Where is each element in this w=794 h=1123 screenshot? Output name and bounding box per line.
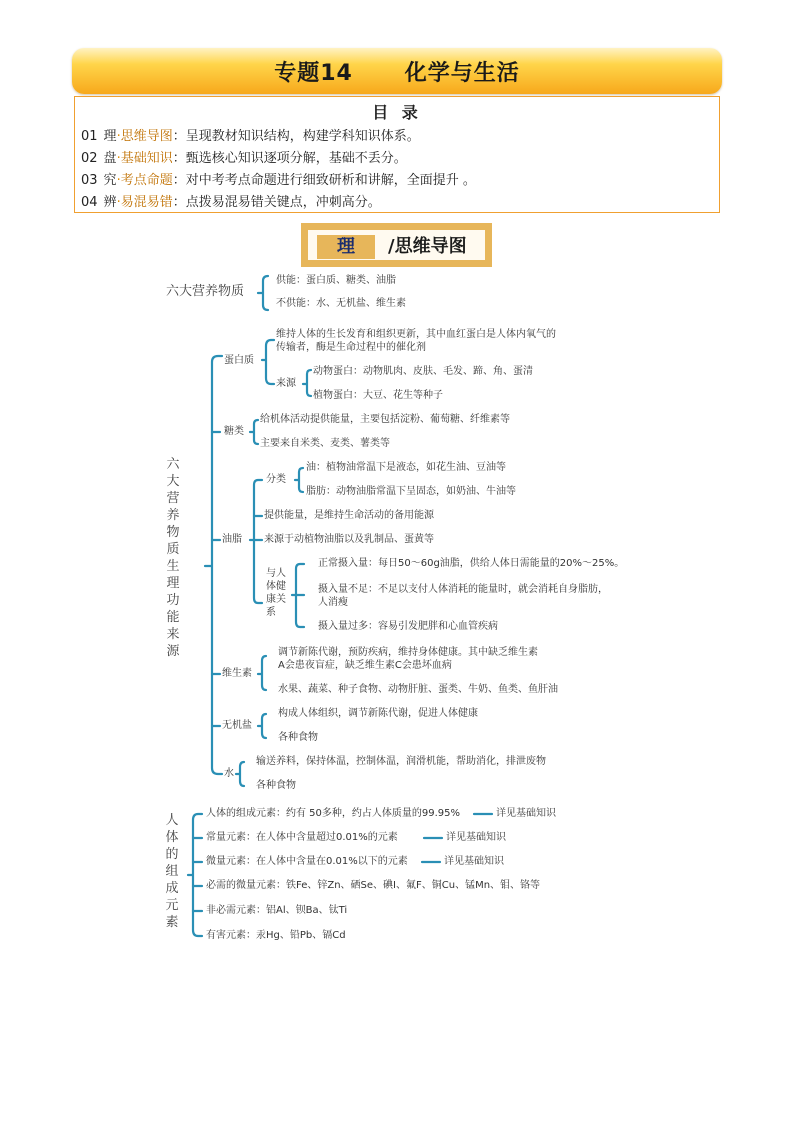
mineral-role: 构成人体组织，调节新陈代谢，促进人体健康 — [278, 708, 478, 719]
element-item: 非必需元素：铝Al、钡Ba、钛Ti — [206, 905, 348, 916]
nutrients-supply: 供能：蛋白质、糖类、油脂 — [276, 275, 396, 286]
sugar-role: 给机体活动提供能量，主要包括淀粉、葡萄糖、纤维素等 — [260, 414, 510, 425]
toc-heading: 目 录 — [372, 103, 422, 122]
section-tag: 理 — [317, 235, 375, 259]
sugar-source: 主要来自米类、麦类、薯类等 — [260, 438, 390, 449]
nutrients-group-label: 六大营养物质 — [166, 284, 245, 299]
function-group-label: 六大营养物质生理功能 来源 — [166, 457, 180, 659]
fat-grease: 脂肪：动物油脂常温下呈固态，如奶油、牛油等 — [306, 486, 516, 497]
element-ref: 详见基础知识 — [496, 808, 556, 819]
vitamin-role: 调节新陈代谢，预防疾病，维持身体健康。其中缺乏维生素A会患夜盲症，缺乏维生素C会患坏血病 — [278, 647, 538, 671]
element-ref: 详见基础知识 — [446, 832, 506, 843]
vitamin-source: 水果、蔬菜、种子食物、动物肝脏、蛋类、牛奶、鱼类、鱼肝油 — [278, 684, 558, 695]
water-role: 输送养料，保持体温，控制体温，润滑机能，帮助消化，排泄废物 — [256, 756, 546, 767]
toc-item: 01 理·思维导图：呈现教材知识结构，构建学科知识体系。 — [81, 129, 420, 144]
toc-item: 03 究·考点命题：对中考考点命题进行细致研析和讲解，全面提升 。 — [81, 173, 476, 188]
protein-label: 蛋白质 — [224, 355, 254, 366]
fat-class-label: 分类 — [266, 474, 286, 485]
element-ref: 详见基础知识 — [444, 856, 504, 867]
page-title: 专题14 化学与生活 — [274, 60, 520, 86]
fat-health-label: 与人体健康关系 — [266, 568, 286, 618]
toc-item: 02 盘·基础知识：甄选核心知识逐项分解，基础不丢分。 — [81, 151, 407, 166]
fat-oil: 油：植物油常温下是液态，如花生油、豆油等 — [306, 462, 506, 473]
fat-normal-intake: 正常摄入量：每日50～60g油脂，供给人体日需能量的20%～25%。 — [318, 558, 625, 569]
fat-excess-intake: 摄入量过多：容易引发肥胖和心血管疾病 — [318, 621, 498, 632]
protein-animal: 动物蛋白：动物肌肉、皮肤、毛发、蹄、角、蛋清 — [313, 366, 533, 377]
toc-item: 04 辨·易混易错：点拨易混易错关键点，冲刺高分。 — [81, 195, 381, 210]
protein-plant: 植物蛋白：大豆、花生等种子 — [313, 390, 443, 401]
element-item: 人体的组成元素：约有 50多种，约占人体质量的99.95% — [206, 808, 461, 819]
nutrients-nonsupply: 不供能：水、无机盐、维生素 — [276, 298, 406, 309]
vitamin-label: 维生素 — [222, 668, 252, 679]
mineral-label: 无机盐 — [222, 720, 252, 731]
protein-source-label: 来源 — [276, 378, 296, 389]
protein-role: 维持人体的生长发育和组织更新，其中血红蛋白是人体内氧气的传输者，酶是生命过程中的催化剂 — [276, 329, 556, 353]
element-item: 微量元素：在人体中含量在0.01%以下的元素 — [206, 856, 408, 867]
fat-energy: 提供能量，是维持生命活动的备用能源 — [264, 510, 434, 521]
element-item: 必需的微量元素：铁Fe、锌Zn、硒Se、碘I、氟F、铜Cu、锰Mn、钼、铬等 — [206, 880, 541, 891]
element-item: 常量元素：在人体中含量超过0.01%的元素 — [206, 832, 398, 843]
fat-source: 来源于动植物油脂以及乳制品、蛋黄等 — [264, 534, 434, 545]
fat-insufficient-intake: 摄入量不足：不足以支付人体消耗的能量时，就会消耗自身脂肪，人消瘦 — [318, 584, 608, 608]
section-label: /思维导图 — [388, 236, 467, 257]
element-item: 有害元素：汞Hg、铅Pb、镉Cd — [206, 930, 346, 941]
water-source: 各种食物 — [256, 780, 296, 791]
fat-label: 油脂 — [222, 534, 242, 545]
mineral-source: 各种食物 — [278, 732, 318, 743]
sugar-label: 糖类 — [224, 426, 244, 437]
water-label: 水 — [224, 768, 234, 779]
elements-group-label: 人体的组成元素 — [165, 813, 179, 930]
